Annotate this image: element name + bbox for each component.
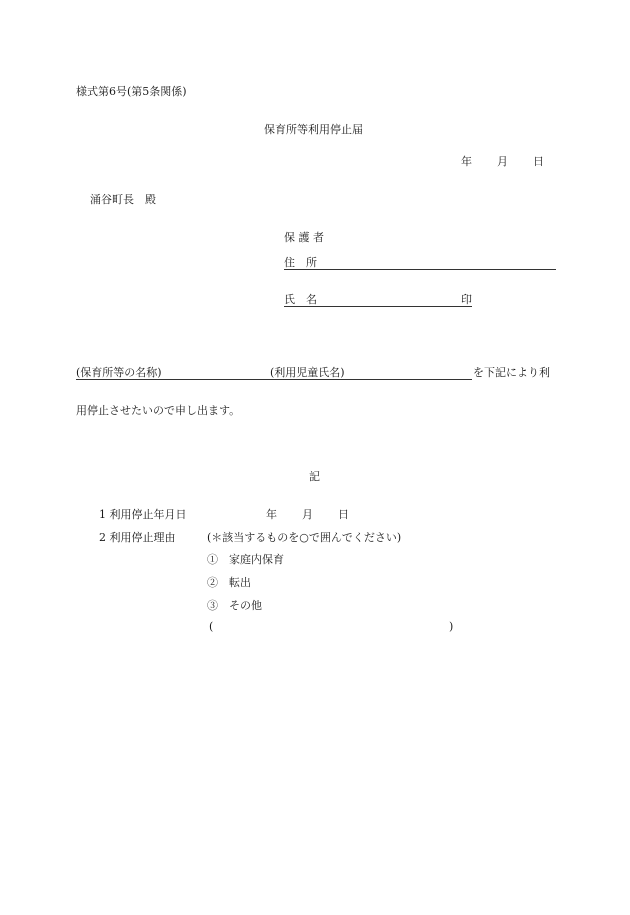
body-text-line2: 用停止させたいので申し出ます。 [76,404,241,417]
seal-mark: 印 [461,293,472,306]
item1-label: 1 利用停止年月日 [99,508,187,521]
option-relocation: ② 転出 [207,576,251,589]
date-month-label: 月 [497,155,508,168]
other-reason-open-paren: ( [209,620,214,633]
date-year-label: 年 [461,155,472,168]
other-reason-close-paren: ) [449,620,454,633]
ki-heading: 記 [309,470,320,483]
body-underline [76,379,472,380]
name-label: 氏 名 [284,293,317,306]
name-underline [284,306,472,307]
item2-label: 2 利用停止理由 [99,531,176,544]
option-other: ③ その他 [207,599,262,612]
document-title: 保育所等利用停止届 [264,123,363,136]
facility-name-label: (保育所等の名称) [76,366,162,379]
item1-day-label: 日 [338,508,349,521]
form-number: 様式第6号(第5条関係) [76,85,187,98]
address-underline [284,269,556,270]
guardian-heading: 保 護 者 [284,231,324,244]
option-home-care: ① 家庭内保育 [207,553,284,566]
addressee: 涌谷町長 殿 [90,193,156,206]
address-label: 住 所 [284,256,317,269]
item1-month-label: 月 [302,508,313,521]
body-text-suffix: を下記により利 [473,366,550,379]
item1-year-label: 年 [266,508,277,521]
date-day-label: 日 [533,155,544,168]
child-name-label: (利用児童氏名) [270,366,345,379]
item2-note: (＊該当するものを○で囲んでください) [207,531,402,544]
